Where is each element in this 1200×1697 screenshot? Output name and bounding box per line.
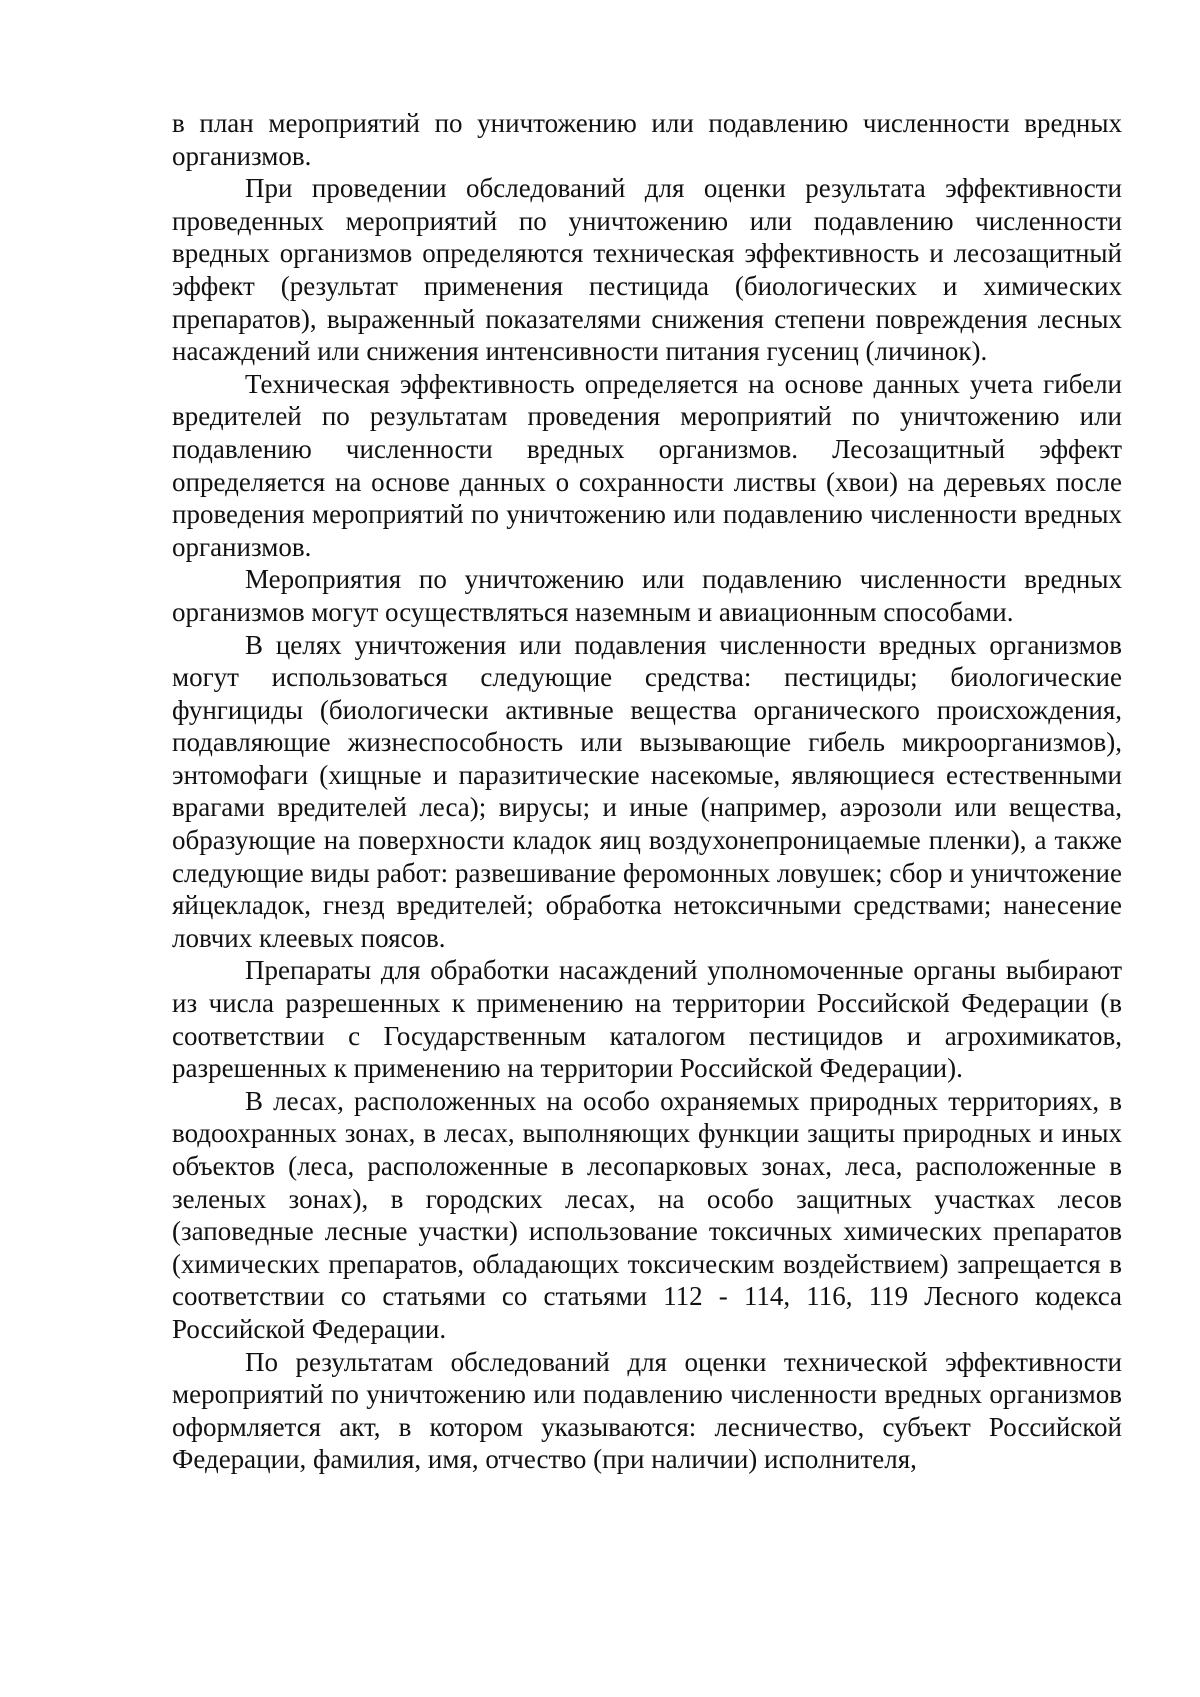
paragraph-1: в план мероприятий по уничтожению или подавлению численности вредных организмов. [172,108,1122,171]
paragraph-2: При проведении обследований для оценки результата эффективности проведенных мероприятий по уничтожению или подавлению численности вредных организмов определяются техническая эффективность и лесозащитный эффект (результат применения пестицида (биологических и химических препаратов), выраженный показателями снижения степени повреждения лесных насаждений или снижения интенсивности питания гусениц (личинок). [172,173,1122,367]
paragraph-5: В целях уничтожения или подавления численности вредных организмов могут использоваться следующие средства: пестициды; биологические фунгициды (биологически активные вещества органического происхождения, подавляющие жизнеспособность или вызывающие гибель микроорганизмов), энтомофаги (хищные и паразитические насекомые, являющиеся естественными врагами вредителей леса); вирусы; и иные (например, аэрозоли или вещества, образующие на поверхности кладок яиц воздухонепроницаемые пленки), а также следующие виды работ: развешивание феромонных ловушек; сбор и уничтожение яйцекладок, гнезд вредителей; обработка нетоксичными средствами; нанесение ловчих клеевых поясов. [172,629,1122,953]
document-page [172,107,1122,1476]
paragraph-6: Препараты для обработки насаждений уполномоченные органы выбирают из числа разрешенных к применению на территории Российской Федерации (в соответствии с Государственным каталогом пестицидов и агрохимикатов, разрешенных к применению на территории Российской Федерации). [172,955,1122,1084]
paragraph-4: Мероприятия по уничтожению или подавлению численности вредных организмов могут осуществляться наземным и авиационным способами. [172,564,1122,627]
paragraph-3: Техническая эффективность определяется на основе данных учета гибели вредителей по результатам проведения мероприятий по уничтожению или подавлению численности вредных организмов. Лесозащитный эффект определяется на основе данных о сохранности листвы (хвои) на деревьях после проведения мероприятий по уничтожению или подавлению численности вредных организмов. [172,368,1122,562]
paragraph-7: В лесах, расположенных на особо охраняемых природных территориях, в водоохранных зонах, в лесах, выполняющих функции защиты природных и иных объектов (леса, расположенные в лесопарковых зонах, леса, расположенные в зеленых зонах), в городских лесах, на особо защитных участках лесов (заповедные лесные участки) использование токсичных химических препаратов (химических препаратов, обладающих токсическим воздействием) запрещается в соответствии со статьями со статьями 112 - 114, 116, 119 Лесного кодекса Российской Федерации. [172,1085,1122,1344]
paragraph-8: По результатам обследований для оценки технической эффективности мероприятий по уничтожению или подавлению численности вредных организмов оформляется акт, в котором указываются: лесничество, субъект Российской Федерации, фамилия, имя, отчество (при наличии) исполнителя, [172,1346,1122,1475]
